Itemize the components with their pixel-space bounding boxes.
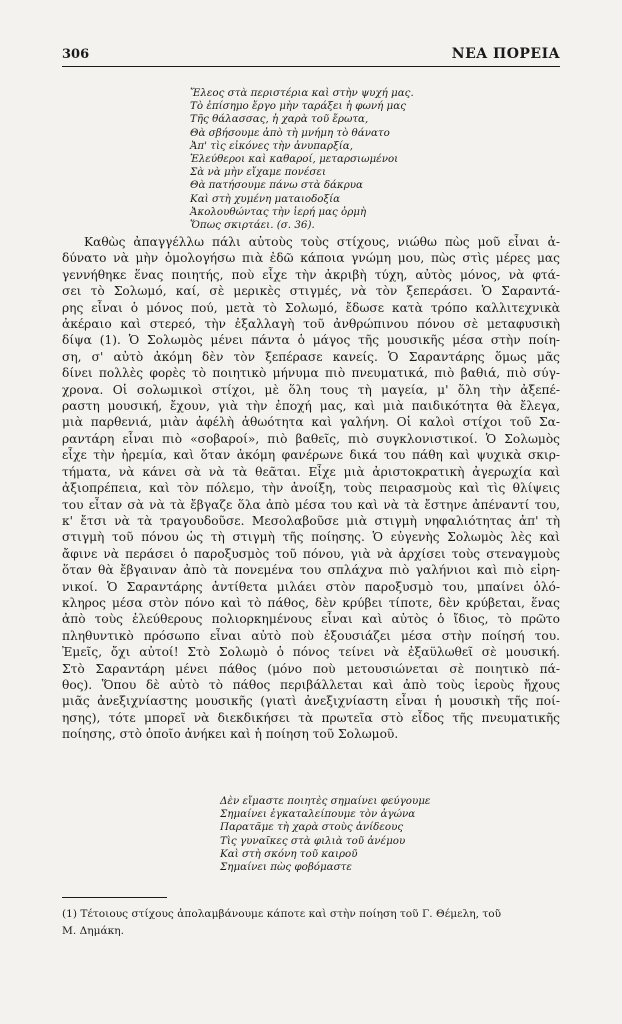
prose-line: ραντάρη εἶναι πιὸ «σοβαροί», πιὸ βαθεῖς, πιὸ συγκλονιστικοί. Ὁ Σολωμὸς (62, 431, 560, 446)
prose-line: μιὰ παρθενιά, μιὰν ἀφέλὴ ἀθωότητα καὶ γαλήνη. Οἱ καλοὶ στίχοι τοῦ Σα- (62, 415, 560, 430)
prose-line: μιᾶς ἀνεξιχνίαστης μουσικῆς (γιατὶ ἀνεξιχνίαστη εἶναι ἡ μουσικὴ τῆς ποί- (62, 694, 560, 709)
footnote-rule (62, 897, 167, 898)
prose-line: ησης), τότε μπορεῖ νὰ διεκδικήσει τὰ πρωτεῖα στὸ εἶδος τῆς πνευματικῆς (62, 710, 560, 725)
poem-line: Θὰ πατήσουμε πάνω στὰ δάκρυα (190, 179, 364, 192)
poem-line: Ἐλεύθεροι καὶ καθαροί, μεταρσιωμένοι (190, 153, 399, 166)
poem-line: Καὶ στὴ χυμένη ματαιοδοξία (190, 192, 341, 205)
prose-line: ση, σ' αὐτὸ ἀκόμη δὲν τὸν ξεπέρασε κανείς. Ὁ Σαραντάρης ὅμως μᾶς (62, 349, 560, 364)
poem-line: Ὅπως σκιρτάει. (σ. 36). (190, 219, 315, 232)
poem-line: Τὸ ἐπίσημο ἔργο μὴν ταράξει ἡ φωνή μας (190, 100, 406, 113)
poem-line: Ἀπ' τὶς εἰκόνες τὴν ἀνυπαρξία, (190, 139, 354, 152)
prose-line: Στὸ Σαραντάρη μένει πάθος (μόνο ποὺ μετουσιώνεται σὲ ποιητικὸ πά- (62, 661, 560, 676)
prose-line: δίνει πολλὲς φορὲς τὸ ποιητικὸ μήνυμα πιὸ πνευματικά, πιὸ βαθιά, πιὸ σύγ- (62, 366, 560, 381)
body-paragraph (62, 234, 560, 743)
prose-line: κληρος μέσα στὸν πόνο καὶ τὸ πάθος, δὲν κρύβει τίποτε, δὲν κρύβεται, ἕνας (62, 595, 560, 610)
page-header (62, 46, 560, 62)
prose-line: χρονα. Οἱ σολωμικοὶ στίχοι, μὲ ὅλη τους τὴ μαγεία, μ' ὅλη τὴν ἀξεπέ- (62, 382, 560, 397)
poem-line: Ἀκολουθώντας τὴν ἱερή μας ὁρμὴ (190, 205, 367, 218)
prose-line: κ' ἔτσι νὰ τὰ τραγουδοῦσε. Μεσολαβοῦσε μιὰ στιγμὴ νηφαλιότητας ἀπ' τὴ (62, 513, 560, 528)
prose-line: στιγμὴ τοῦ πόνου ὡς τὴ στιγμὴ τῆς ποίησης. Ὁ εὐγενὴς Σολωμὸς λὲς καὶ (62, 530, 560, 545)
prose-line: γεννήθηκε ἕνας ποιητής, ποὺ εἶχε τὴν ἀκριβὴ τύχη, αὐτὸς μόνος, νὰ φτά- (62, 267, 560, 282)
poem-line: Δὲν εἴμαστε ποιητὲς σημαίνει φεύγουμε (220, 795, 431, 807)
prose-line: ἀκέραιο καὶ στερεό, τὴν ἐξαλλαγὴ τοῦ ἀνθρώπινου πόνου σὲ μεταφυσικὴ (62, 317, 560, 332)
poem-excerpt-top (190, 87, 490, 232)
prose-line: θος). Ὅπου δὲ αὐτὸ τὸ πάθος περιβάλλεται καὶ ἀπὸ τοὺς ἱεροὺς ἤχους (62, 677, 560, 692)
prose-line: ἀπὸ τοὺς ἐλεύθερους πολιορκημένους εἶναι καὶ αὐτὸς ὁ ἴδιος, τὸ πρῶτο (62, 612, 560, 627)
prose-line: νικοί. Ὁ Σαραντάρης ἀντίθετα μιλάει στὸν παροξυσμὸ του, μπαίνει ὁλό- (62, 579, 560, 594)
prose-line: σει τὸ Σολωμό, καί, σὲ μερικὲς στιγμές, νὰ τὸν ξεπεράσει. Ὁ Σαραντά- (62, 284, 560, 299)
prose-line: του εἶταν σὰ νὰ τὰ ἔβγαζε ὅλα ἀπὸ μέσα του καὶ νὰ τὰ ἔστηνε ἀπέναντί του, (62, 497, 560, 512)
poem-line: Καὶ στὴ σκόνη τοῦ καιροῦ (220, 847, 358, 860)
prose-line: ραστη μουσική, ἔχουν, γιὰ τὴν ἐποχή μας, καὶ μιὰ παιδικότητα θὰ ἔλεγα, (62, 399, 560, 414)
prose-line: ἄφινε νὰ περάσει ὁ παροξυσμὸς τοῦ πόνου, γιὰ νὰ ἀρχίσει τοὺς στεναγμοὺς (62, 546, 560, 561)
footnote-line: Μ. Δημάκη. (62, 925, 124, 937)
page-number: 306 (62, 47, 90, 62)
poem-line: Ἔλεος στὰ περιστέρια καὶ στὴν ψυχή μας. (190, 87, 414, 99)
prose-line: δίψα (1). Ὁ Σολωμὸς μένει πάντα ὁ μάγος τῆς μουσικῆς μέσα στὴν ποίη- (62, 333, 560, 348)
poem-line: Σημαίνει ἐγκαταλείπουμε τὸν ἀγώνα (220, 808, 416, 821)
prose-line: ποίησης, στὸ ὁποῖο ἀνήκει καὶ ἡ ποίηση τοῦ Σολωμοῦ. (62, 727, 399, 742)
prose-line: πληθυντικὸ πρόσωπο εἶναι αὐτὸ ποὺ ἐξουσιάζει μέσα στὴν ποίησή του. (62, 628, 560, 643)
poem-line: Σημαίνει πὼς φοβόμαστε (220, 861, 352, 874)
footnote-line: (1) Τέτοιους στίχους ἀπολαμβάνουμε κάποτε καὶ στὴν ποίηση τοῦ Γ. Θέμελη, τοῦ (62, 908, 502, 920)
footnote (62, 906, 560, 940)
prose-line: δύνατο νὰ μὴν ὁμολογήσω πιὰ ἐδῶ κάποια γνώμη μου, πὼς στὶς μέρες μας (62, 251, 560, 266)
prose-line: ρης εἶναι ὁ μόνος πού, μετὰ τὸ Σολωμό, ἔδωσε κατὰ τρόπο καλλιτεχνικὰ (62, 300, 560, 315)
poem-line: Θὰ σβήσουμε ἀπὸ τὴ μνήμη τὸ θάνατο (190, 126, 390, 139)
header-rule (62, 66, 560, 67)
prose-line: Ἐμεῖς, ὄχι αὐτοί! Στὸ Σολωμὸ ὁ πόνος τείνει νὰ ἐξαϋλωθεῖ σὲ μουσική. (62, 645, 560, 660)
prose-line: εἶχε τὴν ἠρεμία, καὶ ὅταν ἀκόμη φανέρωνε δικά του πάθη καὶ ψυχικὰ σκιρ- (62, 448, 560, 463)
poem-line: Σὰ νὰ μὴν εἴχαμε πονέσει (190, 166, 326, 179)
poem-line: Τὶς γυναῖκες στὰ φιλιὰ τοῦ ἀνέμου (220, 834, 406, 847)
poem-line: Παρατᾶμε τὴ χαρὰ στοὺς ἀνίδεους (220, 821, 404, 834)
prose-line: Καθὼς ἀπαγγέλλω πάλι αὐτοὺς τοὺς στίχους, νιώθω πὼς μοῦ εἶναι ἀ- (84, 235, 560, 249)
poem-line: Τῆς θάλασσας, ἡ χαρὰ τοῦ ἔρωτα, (190, 113, 369, 126)
poem-excerpt-bottom (220, 795, 520, 874)
prose-line: ὅταν θὰ ἔβγαιναν ἀπὸ τὰ πονεμένα του σπλάχνα πιὸ γαλήνιοι καὶ πιὸ εἰρη- (62, 563, 560, 578)
prose-line: τήματα, νὰ κάνει σὰ νὰ τὰ θεᾶται. Εἶχε μιὰ ἀριστοκρατικὴ ἀγερωχία καὶ (62, 464, 560, 479)
journal-title: ΝΕΑ ΠΟΡΕΙΑ (451, 46, 560, 62)
prose-line: ἀξιοπρέπεια, καὶ τὸν πόλεμο, τὴν ἀνοίξη, τοὺς πειρασμοὺς καὶ τὶς θλίψεις (62, 481, 560, 496)
